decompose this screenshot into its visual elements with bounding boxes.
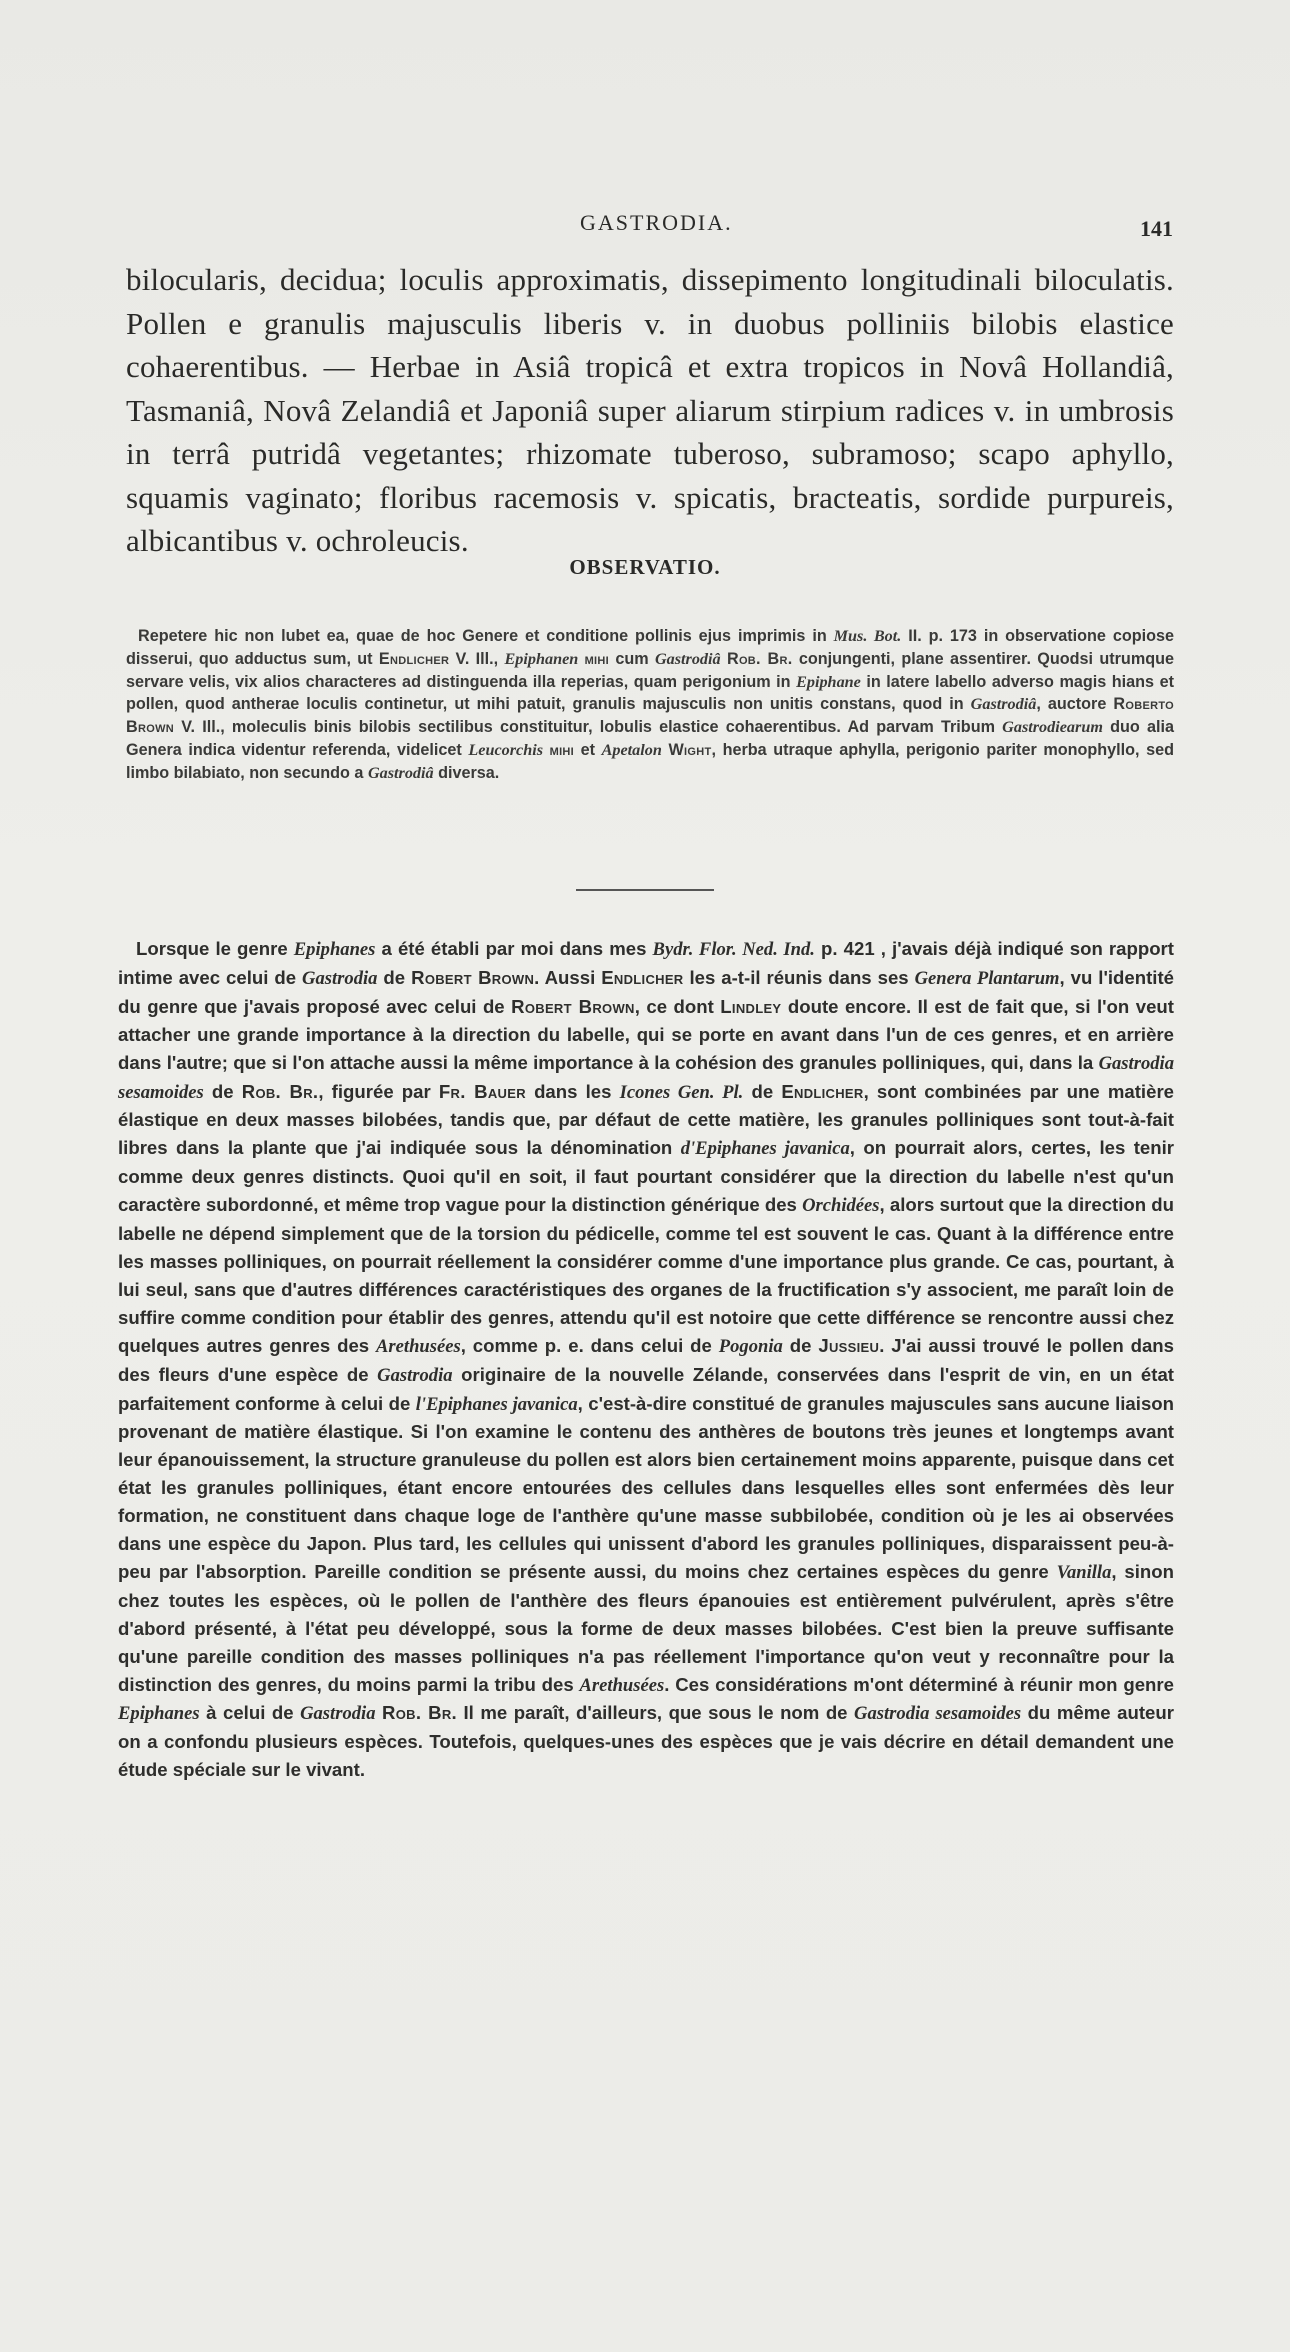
page-number: 141 xyxy=(1140,216,1173,241)
running-head xyxy=(0,210,1290,250)
latin-diagnosis-text: bilocularis, decidua; loculis approximatis, dissepimento longitudinali biloculatis. Pollen e granulis majusculis liberis v. in duobus polliniis bilobis elastice cohaerentibus. — Herbae in Asiâ tropicâ et extra tropicos in Novâ Hollandiâ, Tasmaniâ, Novâ Zelandiâ et Japoniâ super aliarum stirpium radices v. in umbrosis in terrâ putridâ vegetantes; rhizomate tuberoso, subramoso; scapo aphyllo, squamis vaginato; floribus racemosis v. spicatis, bracteatis, sordide purpureis, albicantibus v. ochroleucis. xyxy=(126,262,1174,558)
running-title: GASTRODIA. xyxy=(580,210,733,235)
section-divider xyxy=(576,889,714,891)
observatio-heading: OBSERVATIO. xyxy=(569,555,721,579)
french-commentary-paragraph: Lorsque le genre Epiphanes a été établi par moi dans mes Bydr. Flor. Ned. Ind. p. 421 , j'avais déjà indiqué son rapport intime avec celui de Gastrodia de Robert Brown. Aussi Endlicher les a-t-il réunis dans ses Genera Plantarum, vu l'identité du genre que j'avais proposé avec celui de Robert Brown, ce dont Lindley doute encore. Il est de fait que, si l'on veut attacher une grande importance à la direction du labelle, qui se porte en avant dans l'un de ces genres, et en arrière dans l'autre; que si l'on attache aussi la même importance à la cohésion des granules polliniques, qui, dans la Gastrodia sesamoides de Rob. Br., figurée par Fr. Bauer dans les Icones Gen. Pl. de Endlicher, sont combinées par une matière élastique en deux masses bilobées, tandis que, par défaut de cette matière, les granules polliniques sont tout-à-fait libres dans la plante que j'ai indiquée sous la dénomination d'Epiphanes javanica, on pourrait alors, certes, les tenir comme deux genres distincts. Quoi qu'il en soit, il faut pourtant considérer que la direction du labelle n'est qu'un caractère subordonné, et même trop vague pour la distinction générique des Orchidées, alors surtout que la direction du labelle ne dépend simplement que de la torsion du pédicelle, comme tel est souvent le cas. Quant à la différence entre les masses polliniques, on pourrait réellement la considérer comme d'une importance plus grande. Ce cas, pourtant, à lui seul, sans que d'autres différences caractéristiques des organes de la fructification s'y associent, me paraît loin de suffire comme condition pour établir des genres, attendu qu'il est notoire que cette différence se rencontre aussi chez quelques autres genres des Arethusées, comme p. e. dans celui de Pogonia de Jussieu. J'ai aussi trouvé le pollen dans des fleurs d'une espèce de Gastrodia originaire de la nouvelle Zélande, conservées dans l'esprit de vin, en un état parfaitement conforme à celui de l'Epiphanes javanica, c'est-à-dire constitué de granules majuscules sans aucune liaison provenant de matière élastique. Si l'on examine le contenu des anthères de boutons très jeunes et longtemps avant leur épanouissement, la structure granuleuse du pollen est alors bien certainement moins apparente, puisque dans cet état les granules polliniques, étant encore entourées des cellules dans lesquelles elles sont enfermées dès leur formation, ne constituent dans chaque loge de l'anthère qu'une masse subbilobée, condition où je les ai observées dans une espèce du Japon. Plus tard, les cellules qui unissent d'abord les granules polliniques, disparaissent peu-à-peu par l'absorption. Pareille condition se présente aussi, du moins chez certaines espèces du genre Vanilla, sinon chez toutes les espèces, où le pollen de l'anthère des fleurs épanouies est entièrement pulvérulent, après s'être d'abord présenté, à l'état peu développé, sous la forme de deux masses bilobées. C'est bien la preuve suffisante qu'une pareille condition des masses polliniques n'a pas réellement l'importance qu'on veut y reconnaître pour la distinction des genres, du moins parmi la tribu des Arethusées. Ces considérations m'ont déterminé à réunir mon genre Epiphanes à celui de Gastrodia Rob. Br. Il me paraît, d'ailleurs, que sous le nom de Gastrodia sesamoides du même auteur on a confondu plusieurs espèces. Toutefois, quelques-unes des espèces que je vais décrire en détail demandent une étude spéciale sur le vivant. xyxy=(118,938,1175,1781)
observatio-paragraph: Repetere hic non lubet ea, quae de hoc Genere et conditione pollinis ejus imprimis in Mus. Bot. II. p. 173 in observatione copiose disserui, quo adductus sum, ut Endlicher V. Ill., Epiphanen mihi cum Gastrodiâ Rob. Br. conjungenti, plane assentirer. Quodsi utrumque servare velis, vix alios characteres ad distinguenda illa reperias, quam perigonium in Epiphane in latere labello adverso magis hians et pollen, quod antherae loculis continetur, ut mihi patuit, granulis majusculis non unitis constans, quod in Gastrodiâ, auctore Roberto Brown V. Ill., moleculis binis bilobis sectilibus constituitur, lobulis elastice cohaerentibus. Ad parvam Tribum Gastrodiearum duo alia Genera indica videntur referenda, videlicet Leucorchis mihi et Apetalon Wight, herba utraque aphylla, perigonio pariter monophyllo, sed limbo bilabiato, non secundo a Gastrodiâ diversa. xyxy=(126,627,1175,782)
